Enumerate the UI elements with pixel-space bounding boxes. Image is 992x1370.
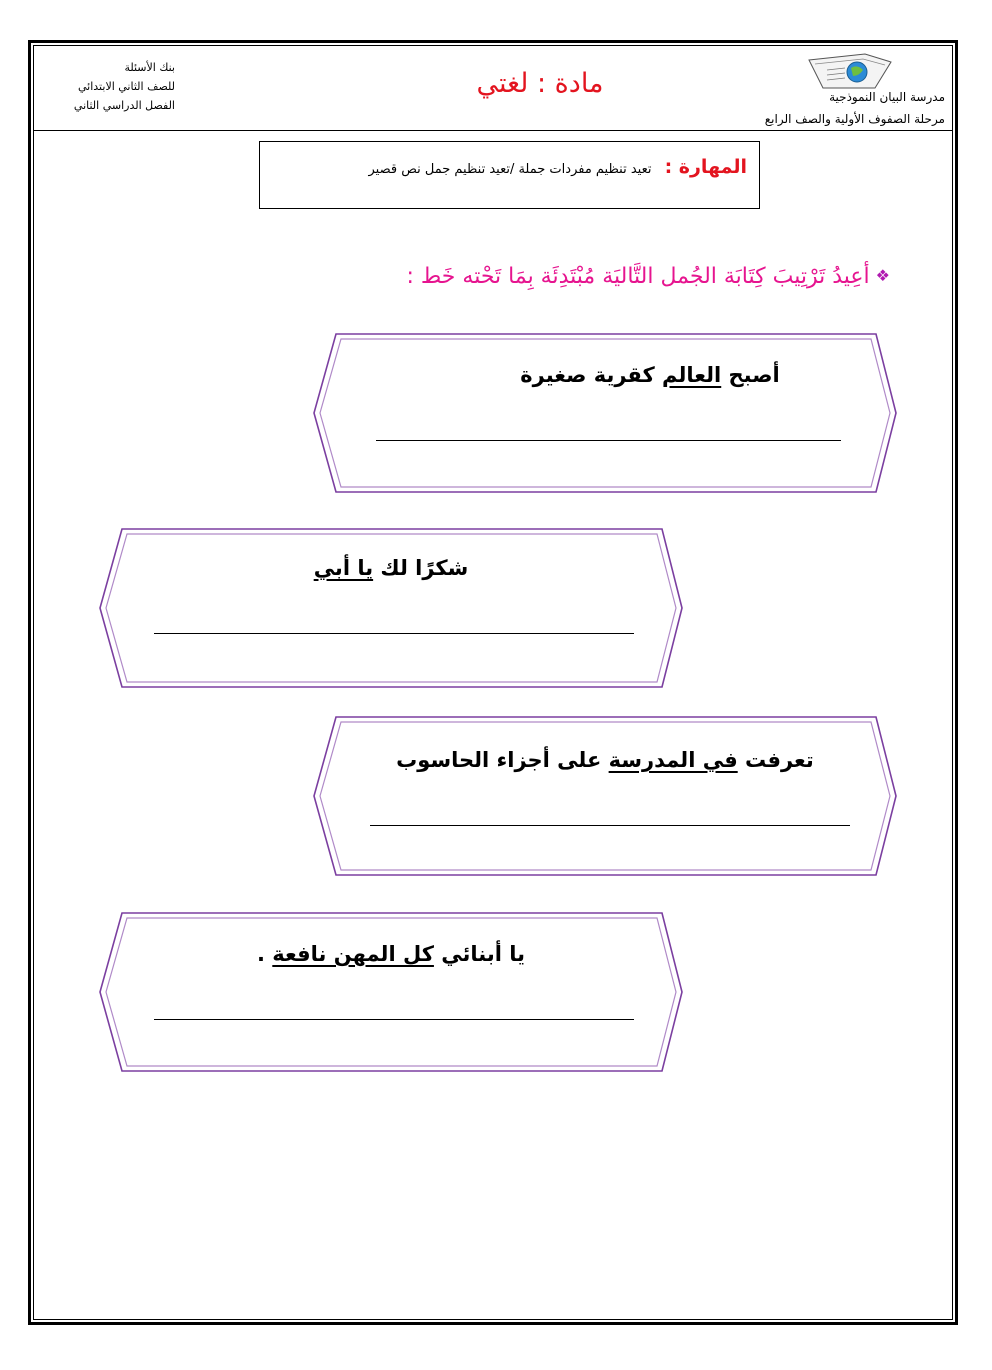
skill-text: تعيد تنظيم مفردات جملة /تعيد تنظيم جمل نص قصير [368, 162, 652, 177]
semester-label: الفصل الدراسي الثاني [73, 99, 175, 112]
sentence-text [98, 556, 684, 580]
header-left-info [50, 58, 175, 115]
sentence-text [312, 363, 898, 387]
sentence-part: تعرفت [737, 748, 814, 772]
stage-label: مرحلة الصفوف الأولية والصف الرابع [764, 112, 945, 126]
sentence-part: يا أبنائي [433, 942, 525, 966]
subject-title: مادة : لغتي [476, 68, 604, 99]
card-hexagon-outline [98, 527, 684, 689]
answer-line[interactable] [154, 1019, 634, 1020]
sentence-part: أصبح [721, 363, 780, 387]
sentence-card-2 [98, 527, 684, 689]
header-divider [33, 130, 953, 131]
grade-label: للصف الثاني الابتدائي [78, 80, 175, 93]
instruction [330, 264, 890, 289]
answer-line[interactable] [154, 633, 634, 634]
header-right-info [700, 86, 945, 130]
school-name: مدرسة البيان النموذجية [829, 90, 945, 104]
sentence-text [312, 748, 898, 772]
card-hexagon-outline [312, 332, 898, 494]
instruction-text: أعِيدُ تَرْتِيبَ كِتَابَة الجُمل التَّاليَة مُبْتَدِئَة بِمَا تَحْته خَط : [406, 264, 870, 289]
sentence-part: شكرًا لك [373, 556, 469, 580]
answer-line[interactable] [370, 825, 850, 826]
sentence-part: كقرية صغيرة [520, 363, 663, 387]
diamond-bullet-icon: ❖ [875, 266, 890, 285]
sentence-part: . [257, 942, 273, 966]
skill-box [259, 141, 760, 209]
card-hexagon-outline [312, 715, 898, 877]
sentence-text [98, 942, 684, 966]
sentence-part: على أجزاء الحاسوب [396, 748, 609, 772]
sentence-card-3 [312, 715, 898, 877]
answer-line[interactable] [376, 440, 841, 441]
card-hexagon-outline [98, 911, 684, 1073]
underlined-word: كل المهن نافعة [272, 942, 434, 966]
skill-label: المهارة : [664, 156, 747, 178]
underlined-word: يا أبي [313, 556, 374, 580]
question-bank-label: بنك الأسئلة [124, 61, 175, 74]
underlined-word: في المدرسة [608, 748, 738, 772]
sentence-card-1 [312, 332, 898, 494]
sentence-card-4 [98, 911, 684, 1073]
underlined-word: العالم [662, 363, 722, 387]
